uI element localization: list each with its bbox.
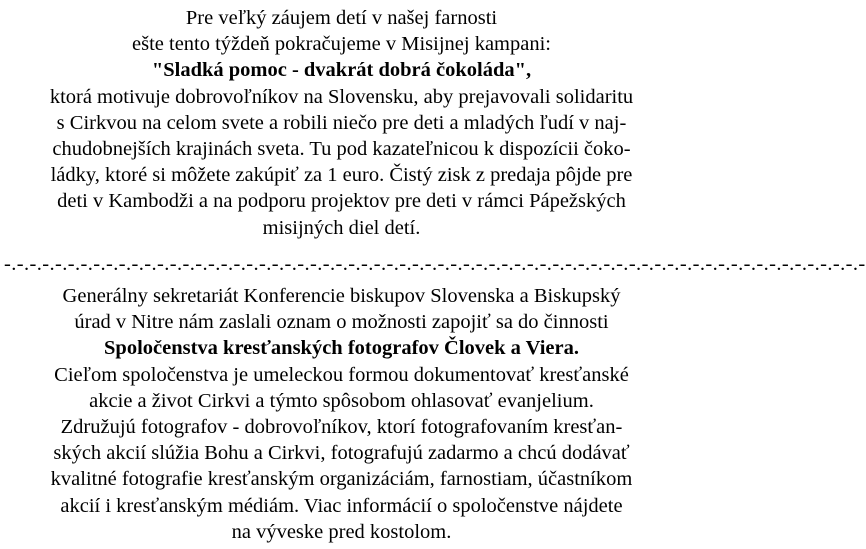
text-line: Generálny sekretariát Konferencie biskupov Slovenska a Biskupský <box>62 285 621 307</box>
text-line: s Cirkvou na celom svete a robili niečo pre deti a mladých ľudí v naj- <box>56 111 627 134</box>
text-line: úrad v Nitre nám zaslali oznam o možnosti zapojiť sa do činnosti <box>74 311 609 334</box>
text-line: kvalitné fotografie kresťanským organizáciám, farnostiam, účastníkom <box>50 468 633 491</box>
section-divider: -.-.-.-.-.-.-.-.-.-.-.-.-.-.-.-.-.-.-.-.-.-.-.-.-.-.-.-.-.-.-.-.-.-.-.-.-.-.-.-.-.-.-.-.-.-.-.-.-.-.-.-.-.-.-.-.-.-.-.-.-.-.-.-.-.-.-.- <box>4 253 866 275</box>
text-line: na výveske pred kostolom. <box>231 520 452 543</box>
announcement-photographers-community <box>0 283 683 545</box>
text-line: Pre veľký záujem detí v našej farnosti <box>185 7 498 29</box>
text-line: chudobnejších krajinách sveta. Tu pod kazateľnicou k dispozícii čoko- <box>52 138 631 161</box>
text-line: ktorá motivuje dobrovoľníkov na Slovensku, aby prejavovali solidaritu <box>49 85 634 108</box>
text-line: ládky, ktoré si môžete zakúpiť za 1 euro. Čistý zisk z predaja pôjde pre <box>50 164 633 187</box>
text-line: deti v Kambodži a na podporu projektov pre deti v rámci Pápežských <box>57 190 626 213</box>
text-line: ešte tento týždeň pokračujeme v Misijnej kampani: <box>132 33 551 56</box>
announcement-chocolate-campaign <box>0 5 683 241</box>
text-line: misijných diel detí. <box>262 216 421 239</box>
text-line: akcie a život Cirkvi a týmto spôsobom ohlasovať evanjelium. <box>89 389 594 412</box>
campaign-title: "Sladká pomoc - dvakrát dobrá čokoláda", <box>151 59 532 82</box>
text-line: Združujú fotografov - dobrovoľníkov, ktorí fotografovaním kresťan- <box>60 416 623 439</box>
text-line: ských akcií slúžia Bohu a Cirkvi, fotografujú zadarmo a chcú dodávať <box>53 442 630 465</box>
community-name: Spoločenstva kresťanských fotografov Človek a Viera. <box>104 337 579 360</box>
text-line: Cieľom spoločenstva je umeleckou formou dokumentovať kresťanské <box>54 363 629 386</box>
text-line: akcií i kresťanským médiám. Viac informácií o spoločenstve nájdete <box>60 494 623 517</box>
